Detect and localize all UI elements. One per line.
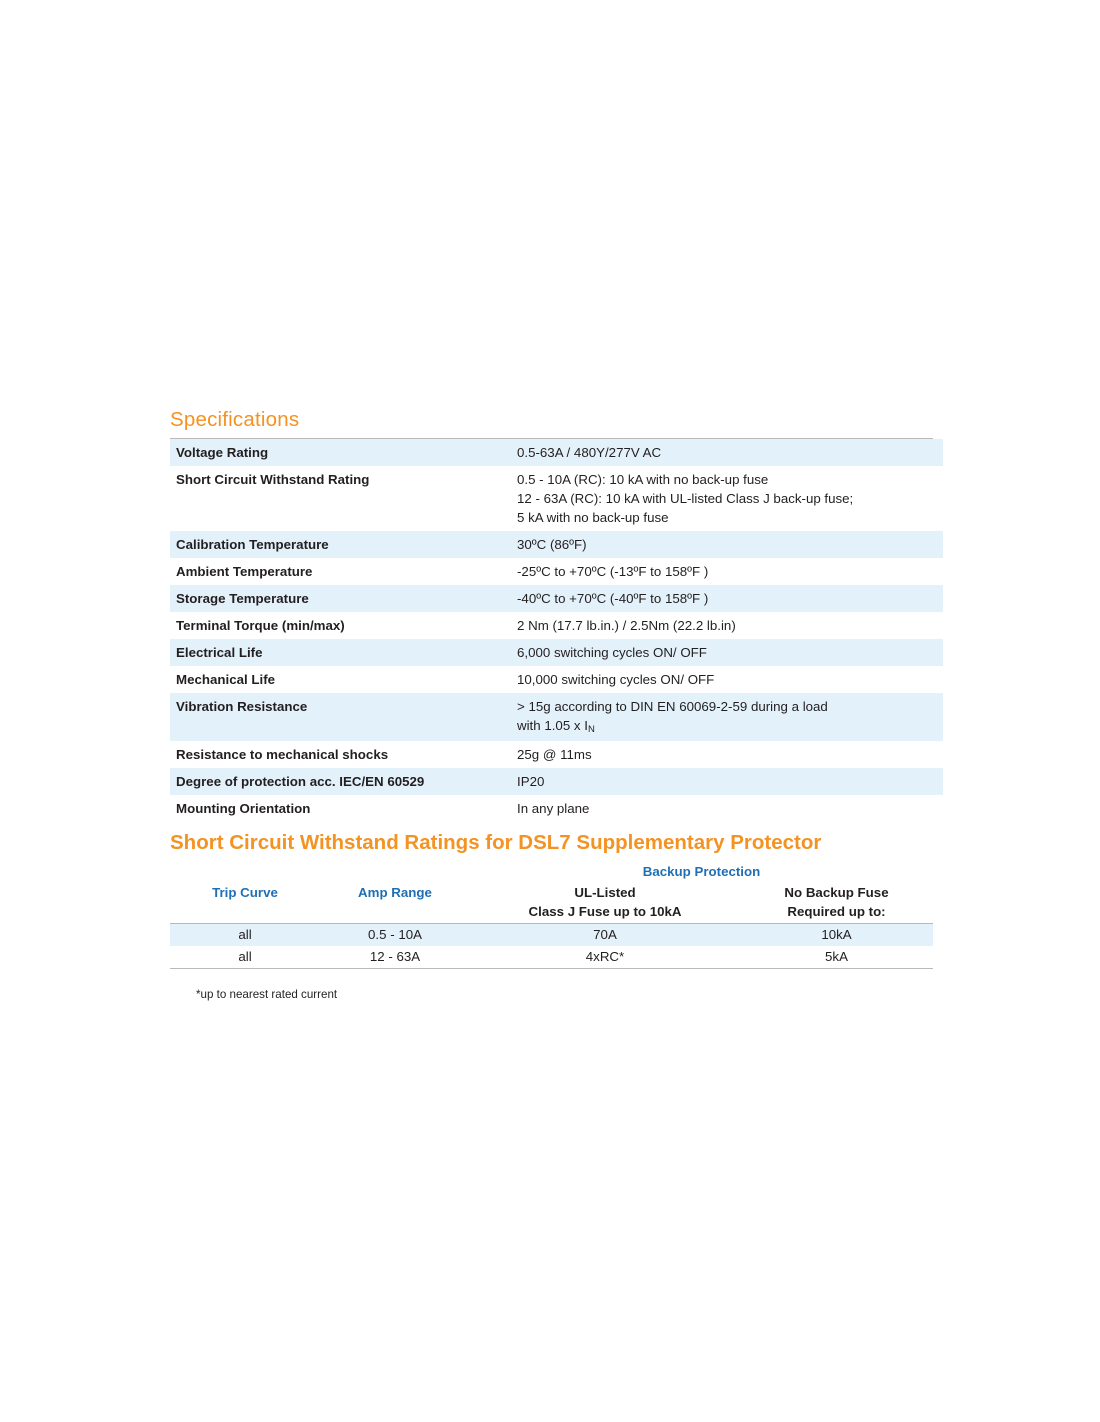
spec-label: Mechanical Life [176, 672, 276, 687]
table-row [170, 612, 943, 639]
spec-label: Electrical Life [170, 639, 513, 666]
spec-label: Terminal Torque (min/max) [176, 618, 345, 633]
table-row [170, 795, 943, 822]
table-row [170, 639, 943, 666]
column-header-ul-listed-line2: Class J Fuse up to 10kA [528, 904, 682, 919]
footnote: *up to nearest rated current [196, 988, 338, 1001]
column-header-backup-protection: Backup Protection [642, 864, 761, 879]
spec-label: Short Circuit Withstand Rating [176, 472, 370, 487]
spec-value: -25ºC to +70ºC (-13ºF to 158ºF ) [517, 564, 709, 579]
cell-no-backup: 10kA [740, 924, 933, 946]
table-row [170, 531, 943, 558]
column-header-no-backup-line1: No Backup Fuse [784, 885, 889, 900]
short-circuit-section [170, 830, 933, 969]
cell-ul-listed: 70A [470, 924, 740, 946]
short-circuit-bottom-rule [170, 968, 933, 969]
short-circuit-title: Short Circuit Withstand Ratings for DSL7 Supplementary Protector [170, 831, 822, 854]
column-header-amp-range: Amp Range [358, 885, 432, 900]
spec-label: Mounting Orientation [176, 801, 311, 816]
spec-value: 6,000 switching cycles ON/ OFF [513, 639, 943, 666]
spec-value: In any plane [517, 801, 590, 816]
spec-value: 25g @ 11ms [517, 747, 592, 762]
table-row [170, 924, 933, 946]
specifications-title: Specifications [170, 408, 300, 431]
spec-label: Calibration Temperature [170, 531, 513, 558]
table-row [170, 666, 943, 693]
spec-label: Ambient Temperature [176, 564, 313, 579]
column-header-trip-curve: Trip Curve [212, 885, 278, 900]
table-row [170, 558, 943, 585]
spec-value-line: 0.5 - 10A (RC): 10 kA with no back-up fuse [517, 472, 769, 487]
table-row [170, 439, 943, 466]
spec-value-line: 5 kA with no back-up fuse [517, 510, 669, 525]
spec-value: -40ºC to +70ºC (-40ºF to 158ºF ) [513, 585, 943, 612]
cell-no-backup: 5kA [825, 949, 848, 964]
spec-value-line: with 1.05 x IN [517, 718, 595, 735]
spec-value: 30ºC (86ºF) [513, 531, 943, 558]
spec-label: Voltage Rating [170, 439, 513, 466]
spec-value [513, 693, 943, 741]
spec-value-line: 12 - 63A (RC): 10 kA with UL-listed Class J back-up fuse; [517, 491, 854, 506]
short-circuit-body-table [170, 924, 933, 968]
specifications-section [170, 408, 933, 822]
spec-value-line: > 15g according to DIN EN 60069-2-59 during a load [517, 699, 828, 714]
table-row [170, 466, 943, 531]
cell-ul-listed: 4xRC* [585, 949, 625, 964]
spec-label: Storage Temperature [170, 585, 513, 612]
subscript-n: N [587, 724, 595, 735]
specifications-table [170, 439, 943, 822]
cell-amp-range: 12 - 63A [369, 949, 421, 964]
column-header-no-backup [740, 881, 933, 923]
table-row [170, 768, 943, 795]
table-row [170, 693, 943, 741]
column-header-ul-listed [470, 881, 740, 923]
spec-value [513, 466, 943, 531]
spec-label: Degree of protection acc. IEC/EN 60529 [170, 768, 513, 795]
column-header-no-backup-line2: Required up to: [787, 904, 886, 919]
table-header-row [170, 862, 933, 881]
column-header-ul-listed-line1: UL-Listed [574, 885, 636, 900]
table-row [170, 946, 933, 968]
table-row [170, 741, 943, 768]
short-circuit-table [170, 862, 933, 923]
cell-trip-curve: all [238, 949, 252, 964]
spec-label: Resistance to mechanical shocks [176, 747, 389, 762]
spec-value: 10,000 switching cycles ON/ OFF [517, 672, 715, 687]
table-row [170, 585, 943, 612]
cell-trip-curve: all [170, 924, 320, 946]
spec-value: 0.5-63A / 480Y/277V AC [513, 439, 943, 466]
spec-value: 2 Nm (17.7 lb.in.) / 2.5Nm (22.2 lb.in) [517, 618, 736, 633]
spec-value: IP20 [513, 768, 943, 795]
cell-amp-range: 0.5 - 10A [320, 924, 470, 946]
spec-label: Vibration Resistance [170, 693, 513, 741]
